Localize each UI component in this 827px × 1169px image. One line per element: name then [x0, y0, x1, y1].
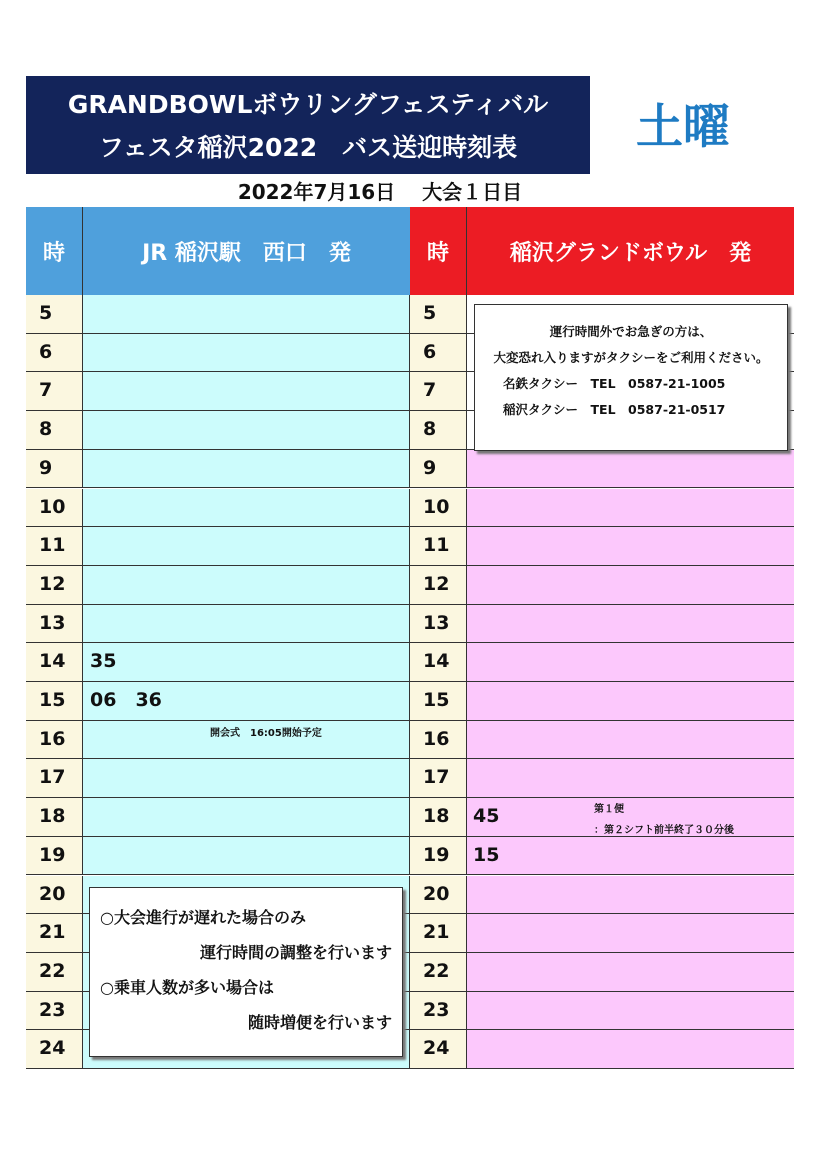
hour-cell-right: 15 [410, 682, 467, 720]
hour-cell-right: 16 [410, 721, 467, 759]
hour-cell-left: 9 [26, 450, 83, 488]
hour-cell-left: 8 [26, 411, 83, 449]
hour-cell-right: 22 [410, 953, 467, 991]
note-line-2: 運行時間の調整を行います [199, 943, 392, 962]
jr-departure-cell [83, 527, 410, 565]
timetable-row [26, 682, 794, 721]
note-line-4: 随時増便を行います [247, 1013, 392, 1032]
first-bus-label: 第１便 [594, 804, 624, 815]
grand-bowl-departure-cell: 15 [467, 837, 794, 875]
jr-departure-cell [83, 489, 410, 527]
timetable-row [26, 489, 794, 528]
grand-bowl-departure-cell [467, 876, 794, 914]
hour-cell-left: 15 [26, 682, 83, 720]
jr-departure-cell: 35 [83, 643, 410, 681]
header-grand-bowl: 稲沢グランドボウル 発 [467, 207, 794, 295]
opening-note: 開会式 16:05開始予定 [210, 728, 322, 739]
hour-cell-right: 7 [410, 372, 467, 410]
grand-bowl-departure-cell [467, 992, 794, 1030]
hour-cell-left: 5 [26, 295, 83, 333]
note-line-1: ○大会進行が遅れた場合のみ [100, 908, 306, 927]
timetable-row [26, 527, 794, 566]
grand-bowl-departure-cell [467, 1030, 794, 1068]
hour-cell-left: 24 [26, 1030, 83, 1068]
header-hour-right: 時 [410, 207, 467, 295]
title-line-2: フェスタ稲沢2022 バス送迎時刻表 [98, 133, 518, 162]
hour-cell-right: 11 [410, 527, 467, 565]
timetable-row [26, 450, 794, 489]
hour-cell-left: 20 [26, 876, 83, 914]
hour-cell-left: 19 [26, 837, 83, 875]
hour-cell-left: 10 [26, 489, 83, 527]
jr-departure-cell [83, 605, 410, 643]
jr-departure-cell [83, 450, 410, 488]
hour-cell-left: 17 [26, 759, 83, 797]
header-hour-left: 時 [26, 207, 83, 295]
hour-cell-right: 24 [410, 1030, 467, 1068]
grand-bowl-departure-cell [467, 605, 794, 643]
hour-cell-right: 12 [410, 566, 467, 604]
note-line-3: ○乗車人数が多い場合は [100, 978, 274, 997]
hour-cell-right: 17 [410, 759, 467, 797]
hour-cell-left: 7 [26, 372, 83, 410]
timetable-row [26, 605, 794, 644]
hour-cell-left: 11 [26, 527, 83, 565]
hour-cell-right: 14 [410, 643, 467, 681]
hour-cell-left: 22 [26, 953, 83, 991]
hour-cell-left: 14 [26, 643, 83, 681]
grand-bowl-departure-cell [467, 489, 794, 527]
hour-cell-left: 6 [26, 334, 83, 372]
grand-bowl-departure-cell [467, 450, 794, 488]
hour-cell-left: 13 [26, 605, 83, 643]
grand-bowl-departure-cell [467, 953, 794, 991]
grand-bowl-departure-cell [467, 721, 794, 759]
timetable-row [26, 837, 794, 876]
timetable-row [26, 721, 794, 760]
jr-departure-cell [83, 837, 410, 875]
grand-bowl-departure-cell [467, 914, 794, 952]
jr-departure-cell [83, 295, 410, 333]
grand-bowl-departure-cell [467, 566, 794, 604]
day-of-week: 土曜 [636, 100, 730, 155]
hour-cell-left: 21 [26, 914, 83, 952]
hour-cell-right: 10 [410, 489, 467, 527]
taxi-2: 稲沢タクシー TEL 0587-21-0517 [503, 402, 726, 417]
taxi-1: 名鉄タクシー TEL 0587-21-1005 [503, 376, 726, 391]
hour-cell-right: 5 [410, 295, 467, 333]
hour-cell-right: 6 [410, 334, 467, 372]
grand-bowl-departure-cell [467, 759, 794, 797]
jr-departure-cell: 06 36 [83, 682, 410, 720]
hour-cell-right: 18 [410, 798, 467, 836]
grand-bowl-departure-cell [467, 527, 794, 565]
hour-cell-right: 23 [410, 992, 467, 1030]
operation-note-box [89, 887, 403, 1057]
jr-departure-cell [83, 566, 410, 604]
hour-cell-right: 20 [410, 876, 467, 914]
taxi-info-box [474, 304, 788, 451]
timetable-row [26, 566, 794, 605]
info-line-2: 大変恐れ入りますがタクシーをご利用ください。 [493, 350, 769, 365]
header-jr-station: JR 稲沢駅 西口 発 [83, 207, 410, 295]
jr-departure-cell [83, 411, 410, 449]
grand-bowl-departure-cell [467, 682, 794, 720]
title-banner [26, 76, 590, 174]
hour-cell-left: 23 [26, 992, 83, 1030]
first-bus-detail: ：第２シフト前半終了３０分後 [594, 825, 734, 836]
jr-departure-cell [83, 759, 410, 797]
jr-departure-cell [83, 798, 410, 836]
hour-cell-left: 18 [26, 798, 83, 836]
hour-cell-right: 9 [410, 450, 467, 488]
hour-cell-right: 13 [410, 605, 467, 643]
hour-cell-right: 21 [410, 914, 467, 952]
hour-cell-left: 16 [26, 721, 83, 759]
hour-cell-left: 12 [26, 566, 83, 604]
title-line-1: GRANDBOWLボウリングフェスティバル [67, 90, 549, 119]
hour-cell-right: 8 [410, 411, 467, 449]
grand-bowl-departure-cell: 45 [467, 798, 794, 836]
hour-cell-right: 19 [410, 837, 467, 875]
date-line: 2022年7月16日 大会１日目 [237, 180, 523, 204]
grand-bowl-departure-cell [467, 643, 794, 681]
jr-departure-cell [83, 372, 410, 410]
jr-departure-cell [83, 334, 410, 372]
timetable-row [26, 759, 794, 798]
timetable-row [26, 643, 794, 682]
info-line-1: 運行時間外でお急ぎの方は、 [549, 324, 713, 339]
